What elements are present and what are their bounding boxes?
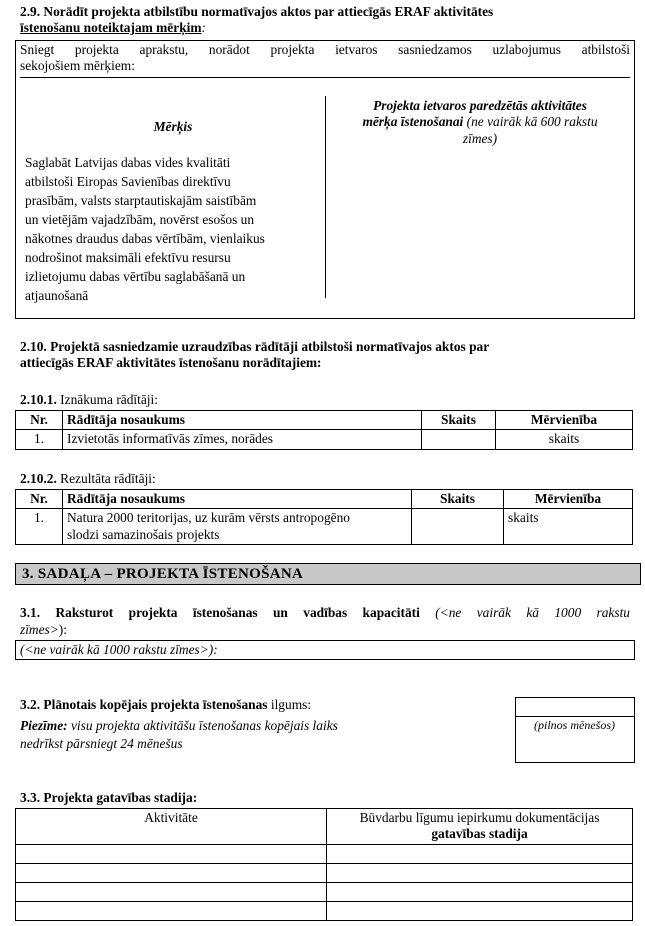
goal-line: atbilstoši Eiropas Savienības direktīvu bbox=[25, 174, 231, 189]
table-header-row bbox=[16, 411, 633, 430]
section-3-2-title bbox=[20, 697, 311, 713]
section-2-10-title-line2: attiecīgās ERAF aktivitātes īstenošanu norādītajiem: bbox=[20, 355, 322, 370]
goal-line: atjaunošanā bbox=[25, 288, 89, 303]
cell-activity[interactable] bbox=[16, 882, 327, 901]
header-unit: Mērvienība bbox=[504, 490, 633, 509]
readiness-table bbox=[15, 808, 633, 921]
section-3-banner: 3. SADAĻA – PROJEKTA ĪSTENOŠANA bbox=[15, 563, 641, 585]
section-2-10-title-line1: 2.10. Projektā sasniedzamie uzraudzības rādītāji atbilstoši normatīvajos aktos par bbox=[20, 339, 490, 354]
cell-activity[interactable] bbox=[16, 844, 327, 863]
header-name: Rādītāja nosaukums bbox=[63, 411, 422, 430]
section-3-1-title-line2 bbox=[20, 622, 67, 638]
header-unit: Mērvienība bbox=[496, 411, 633, 430]
cell-readiness[interactable] bbox=[327, 901, 633, 920]
cell-activity[interactable] bbox=[16, 863, 327, 882]
table-row bbox=[16, 863, 633, 882]
goal-line: Saglabāt Latvijas dabas vides kvalitāti bbox=[25, 155, 231, 170]
capacity-description-field[interactable]: (<ne vairāk kā 1000 rakstu zīmes>): bbox=[15, 640, 635, 660]
cell-readiness[interactable] bbox=[327, 863, 633, 882]
activities-header-line2 bbox=[330, 114, 630, 130]
section-3-2-note-line2: nedrīkst pārsniegt 24 mēnešus bbox=[20, 736, 183, 751]
activities-header-line3: zīmes) bbox=[462, 130, 498, 146]
header-count: Skaits bbox=[422, 411, 496, 430]
section-3-2-note-line1 bbox=[20, 718, 338, 734]
subsection-2-10-2-title bbox=[20, 471, 156, 487]
subsection-text: Rezultāta rādītāji: bbox=[56, 471, 156, 486]
header-name: Rādītāja nosaukums bbox=[63, 490, 412, 509]
cell-name-line2: slodzi samazinošais projekts bbox=[67, 526, 220, 542]
duration-input[interactable] bbox=[516, 698, 633, 716]
section-2-9-title-line1: 2.9. Norādīt projekta atbilstību normatīvajos aktos par attiecīgās ERAF aktivitātes bbox=[20, 4, 494, 19]
title-colon: : bbox=[201, 20, 206, 35]
note-label: Piezīme: bbox=[20, 718, 68, 733]
note-text: visu projekta aktivitāšu īstenošanas kopējais laiks bbox=[67, 718, 338, 733]
title-end: ): bbox=[58, 622, 67, 637]
cell-nr: 1. bbox=[16, 430, 63, 449]
duration-box-divider bbox=[515, 716, 634, 717]
goal-line: un vietējām vajadzībām, novērst esošos un bbox=[25, 212, 255, 227]
activities-header-line1: Projekta ietvaros paredzētās aktivitātes bbox=[373, 98, 587, 113]
cell-readiness[interactable] bbox=[327, 844, 633, 863]
table-header-row bbox=[16, 490, 633, 509]
section-2-9-title-line2 bbox=[20, 20, 206, 36]
cell-unit[interactable]: skaits bbox=[504, 509, 633, 545]
cell-count[interactable] bbox=[422, 430, 496, 449]
goal-line: prasībām, valsts starptautiskajām saistībām bbox=[25, 193, 257, 208]
activities-header-limit: (ne vairāk kā 600 rakstu bbox=[463, 114, 598, 130]
table-header-row bbox=[16, 809, 633, 845]
section-3-1-title-line1 bbox=[20, 605, 630, 621]
header-activity: Aktivitāte bbox=[16, 809, 327, 845]
cell-unit[interactable]: skaits bbox=[496, 430, 633, 449]
cell-readiness[interactable] bbox=[327, 882, 633, 901]
header-readiness bbox=[327, 809, 633, 845]
section-3-3-title: 3.3. Projekta gatavības stadija: bbox=[20, 790, 198, 805]
table-row bbox=[16, 882, 633, 901]
table-row bbox=[16, 430, 633, 449]
header-count: Skaits bbox=[412, 490, 504, 509]
goal-line: izlietojumu dabas vērtību saglabāšanā un bbox=[25, 269, 246, 284]
activities-column-header bbox=[330, 98, 630, 147]
goal-text bbox=[25, 153, 325, 305]
title-limit-end: zīmes> bbox=[20, 622, 59, 637]
goal-line: nodrošinot maksimāli efektīvu resursu bbox=[25, 250, 231, 265]
table-row bbox=[16, 901, 633, 920]
header-nr: Nr. bbox=[16, 490, 63, 509]
title-bold: 3.2. Plānotais kopējais projekta īstenošanas bbox=[20, 697, 268, 712]
subsection-number: 2.10.1. bbox=[20, 392, 57, 407]
cell-count[interactable] bbox=[412, 509, 504, 545]
table-row bbox=[16, 844, 633, 863]
subsection-text: Iznākuma rādītāji: bbox=[56, 392, 158, 407]
header-readiness-line1: Būvdarbu līgumu iepirkumu dokumentācijas bbox=[359, 810, 600, 825]
result-indicators-table bbox=[15, 489, 633, 545]
title-limit: (<ne vairāk kā 1000 rakstu bbox=[419, 605, 630, 620]
title-bold: 3.1. Raksturot projekta īstenošanas un vadības kapacitāti bbox=[20, 605, 420, 620]
duration-unit-label: (pilnos mēnešos) bbox=[534, 718, 615, 732]
goal-column-header: Mērķis bbox=[153, 119, 193, 134]
goal-line: nākotnes draudus dabas vērtībām, vienlaikus bbox=[25, 231, 265, 246]
cell-activity[interactable] bbox=[16, 901, 327, 920]
title-rest: ilgums: bbox=[267, 697, 312, 712]
subsection-number: 2.10.2. bbox=[20, 471, 57, 486]
output-indicators-table bbox=[15, 410, 633, 450]
title-underlined: īstenošanu noteiktajam mērķim bbox=[20, 20, 202, 35]
activities-header-bold: mērķa īstenošanai bbox=[362, 114, 464, 130]
cell-nr: 1. bbox=[16, 509, 63, 545]
header-nr: Nr. bbox=[16, 411, 63, 430]
intro-line1: Sniegt projekta aprakstu, norādot projekta ietvaros sasniedzamos uzlabojumus atbilstoši bbox=[20, 42, 630, 57]
header-readiness-line2: gatavības stadija bbox=[431, 826, 528, 842]
table-row bbox=[16, 509, 633, 545]
cell-name[interactable]: Izvietotās informatīvās zīmes, norādes bbox=[63, 430, 422, 449]
intro-divider bbox=[20, 77, 630, 78]
intro-line2: sekojošiem mērķiem: bbox=[20, 58, 135, 73]
subsection-2-10-1-title bbox=[20, 392, 158, 408]
cell-name-line1: Natura 2000 teritorijas, uz kurām vērsts antropogēno bbox=[67, 510, 350, 526]
cell-name[interactable] bbox=[63, 509, 412, 545]
